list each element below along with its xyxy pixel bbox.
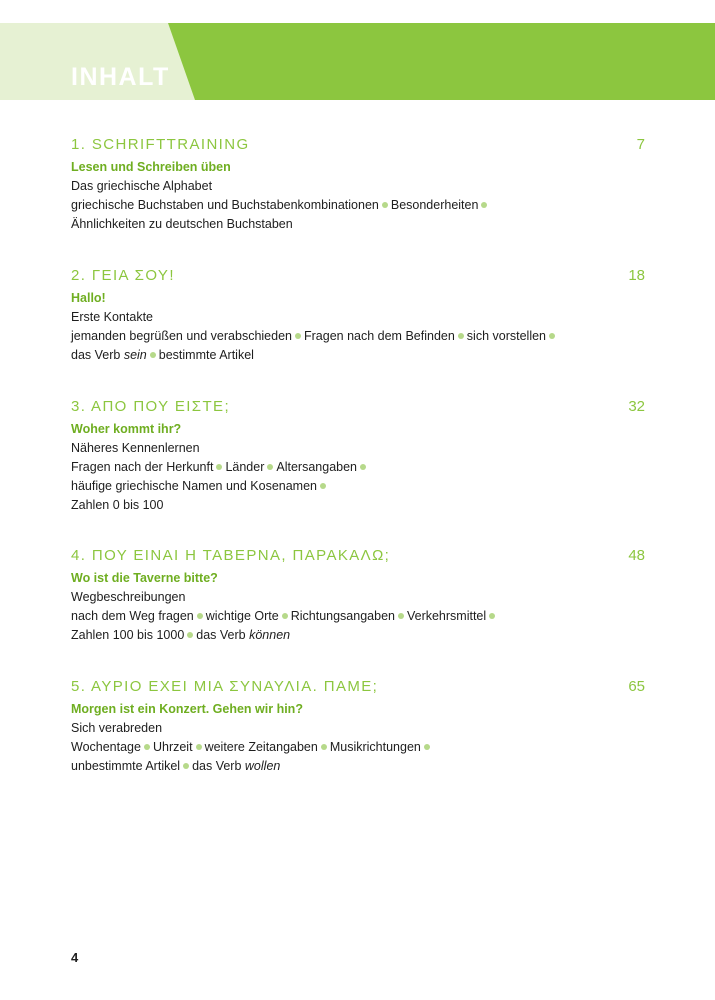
bullet-dot-icon — [267, 464, 273, 470]
list-item: häufige griechische Namen und Kosenamen — [71, 479, 317, 493]
section-heading[interactable] — [71, 134, 645, 156]
list-item: das Verb — [192, 759, 242, 773]
section-items-line — [71, 458, 645, 477]
list-item: Verkehrsmittel — [406, 609, 487, 623]
section-topic: Sich verabreden — [71, 721, 163, 735]
list-item: Wochentage — [71, 740, 141, 754]
bullet-dot-icon — [424, 744, 430, 750]
verb-emphasis: wollen — [244, 759, 281, 773]
bullet-dot-icon — [398, 613, 404, 619]
list-item: Richtungsangaben — [290, 609, 395, 623]
section-title: 5. ΑΥΡΙΟ ΕΧΕΙ ΜΙΑ ΣΥΝΑΥΛΙΑ. ΠΑΜΕ; — [71, 678, 379, 695]
list-item: unbestimmte Artikel — [71, 759, 181, 773]
section-subtitle: Wo ist die Taverne bitte? — [71, 571, 218, 585]
header-banner — [0, 23, 715, 100]
section-items-line — [71, 477, 645, 496]
section-items-line — [71, 626, 645, 645]
toc-section-2[interactable] — [71, 265, 645, 365]
section-heading[interactable] — [71, 545, 645, 567]
list-item: Besonderheiten — [390, 198, 479, 212]
bullet-dot-icon — [321, 744, 327, 750]
list-item: Zahlen 100 bis 1000 — [71, 628, 185, 642]
section-page-number: 7 — [636, 136, 645, 153]
bullet-dot-icon — [295, 333, 301, 339]
section-topic: Erste Kontakte — [71, 310, 153, 324]
footer-page-number: 4 — [71, 950, 79, 965]
section-title: 1. SCHRIFTTRAINING — [71, 136, 250, 153]
bullet-dot-icon — [489, 613, 495, 619]
section-page-number: 18 — [628, 267, 645, 284]
section-items-line — [71, 327, 645, 346]
bullet-dot-icon — [320, 483, 326, 489]
section-title: 4. ΠΟΥ ΕΙΝΑΙ Η ΤΑΒΕΡΝΑ, ΠΑΡΑΚΑΛΩ; — [71, 547, 391, 564]
section-title: 3. ΑΠΟ ΠΟΥ ΕΙΣΤΕ; — [71, 398, 231, 415]
bullet-dot-icon — [144, 744, 150, 750]
page-title: INHALT — [71, 63, 170, 91]
list-item: Uhrzeit — [152, 740, 193, 754]
list-item: jemanden begrüßen und verabschieden — [71, 329, 292, 343]
bullet-dot-icon — [197, 613, 203, 619]
list-item: Ähnlichkeiten zu deutschen Buchstaben — [71, 217, 293, 231]
verb-emphasis: sein — [123, 348, 147, 362]
list-item: das Verb — [196, 628, 246, 642]
section-topic: Wegbeschreibungen — [71, 590, 186, 604]
bullet-dot-icon — [150, 352, 156, 358]
list-item: Musikrichtungen — [329, 740, 421, 754]
section-page-number: 65 — [628, 678, 645, 695]
section-topic: Näheres Kennenlernen — [71, 441, 200, 455]
bullet-dot-icon — [549, 333, 555, 339]
section-items-line — [71, 496, 645, 515]
list-item: Fragen nach der Herkunft — [71, 460, 214, 474]
toc-section-3[interactable] — [71, 396, 645, 515]
section-items-line — [71, 607, 645, 626]
bullet-dot-icon — [360, 464, 366, 470]
list-item: griechische Buchstaben und Buchstabenkombinationen — [71, 198, 379, 212]
section-heading[interactable] — [71, 396, 645, 418]
section-items-line — [71, 738, 645, 757]
toc-section-1[interactable] — [71, 134, 645, 234]
list-item: bestimmte Artikel — [158, 348, 254, 362]
section-items-line — [71, 346, 645, 365]
section-subtitle: Morgen ist ein Konzert. Gehen wir hin? — [71, 702, 303, 716]
section-subtitle: Woher kommt ihr? — [71, 422, 182, 436]
section-topic: Das griechische Alphabet — [71, 179, 213, 193]
bullet-dot-icon — [382, 202, 388, 208]
section-heading[interactable] — [71, 265, 645, 287]
verb-emphasis: können — [249, 628, 291, 642]
list-item: weitere Zeitangaben — [204, 740, 318, 754]
toc-section-5[interactable] — [71, 676, 645, 776]
list-item: Zahlen 0 bis 100 — [71, 498, 164, 512]
section-items-line — [71, 757, 645, 776]
toc-section-4[interactable] — [71, 545, 645, 645]
bullet-dot-icon — [183, 763, 189, 769]
list-item: Fragen nach dem Befinden — [304, 329, 455, 343]
section-page-number: 32 — [628, 398, 645, 415]
bullet-dot-icon — [481, 202, 487, 208]
section-heading[interactable] — [71, 676, 645, 698]
list-item: sich vorstellen — [466, 329, 546, 343]
section-subtitle: Hallo! — [71, 291, 106, 305]
section-page-number: 48 — [628, 547, 645, 564]
list-item: wichtige Orte — [205, 609, 279, 623]
list-item: Altersangaben — [276, 460, 358, 474]
section-items-line — [71, 215, 645, 234]
list-item: das Verb — [71, 348, 121, 362]
list-item: nach dem Weg fragen — [71, 609, 194, 623]
list-item: Länder — [225, 460, 265, 474]
bullet-dot-icon — [282, 613, 288, 619]
bullet-dot-icon — [187, 632, 193, 638]
bullet-dot-icon — [196, 744, 202, 750]
bullet-dot-icon — [216, 464, 222, 470]
section-title: 2. ΓΕΙΑ ΣΟΥ! — [71, 267, 175, 284]
section-items-line — [71, 196, 645, 215]
bullet-dot-icon — [458, 333, 464, 339]
section-subtitle: Lesen und Schreiben üben — [71, 160, 231, 174]
